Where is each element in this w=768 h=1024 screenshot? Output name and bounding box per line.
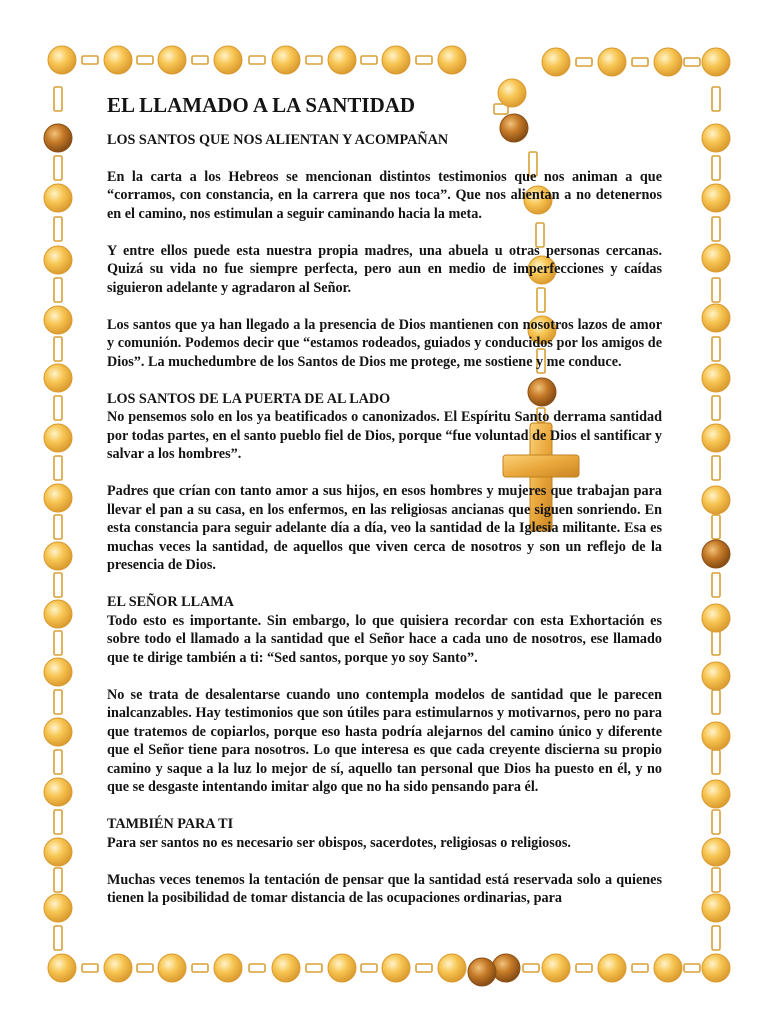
rosary-link <box>576 58 592 66</box>
paragraph: Los santos que ya han llegado a la presencia de Dios mantienen con nosotros lazos de amor y comunión. Podemos decir que “estamos rodeados, guiados y conducidos por los amigos de Dios”. La muchedumbre de los Santos de Dios me protege, me sostiene y me conduce. <box>107 316 662 370</box>
rosary-bead <box>702 838 730 866</box>
rosary-link <box>712 690 720 714</box>
rosary-link <box>523 964 539 972</box>
rosary-link <box>54 868 62 892</box>
rosary-link <box>54 337 62 361</box>
rosary-link <box>54 217 62 241</box>
rosary-bead <box>44 838 72 866</box>
rosary-bead <box>44 364 72 392</box>
rosary-bead <box>702 894 730 922</box>
rosary-link <box>192 964 208 972</box>
rosary-link <box>712 456 720 480</box>
rosary-bead <box>598 954 626 982</box>
rosary-link <box>416 56 432 64</box>
rosary-link <box>576 964 592 972</box>
rosary-link <box>54 515 62 539</box>
rosary-bead <box>702 780 730 808</box>
rosary-bead <box>654 48 682 76</box>
rosary-link <box>249 56 265 64</box>
rosary-bead <box>214 46 242 74</box>
rosary-link <box>712 278 720 302</box>
section-heading: LOS SANTOS QUE NOS ALIENTAN Y ACOMPAÑAN <box>107 132 449 148</box>
rosary-link <box>712 515 720 539</box>
rosary-link <box>712 926 720 950</box>
rosary-bead <box>702 722 730 750</box>
rosary-bead <box>328 46 356 74</box>
rosary-bead <box>702 424 730 452</box>
paragraph: Para ser santos no es necesario ser obispos, sacerdotes, religiosas o religiosos. <box>107 834 571 851</box>
rosary-bead <box>44 184 72 212</box>
rosary-link <box>632 58 648 66</box>
rosary-bead <box>468 958 496 986</box>
rosary-bead <box>44 424 72 452</box>
rosary-bead <box>272 46 300 74</box>
rosary-link <box>712 631 720 655</box>
rosary-bead <box>702 48 730 76</box>
rosary-link <box>54 573 62 597</box>
rosary-bead <box>48 954 76 982</box>
rosary-bead <box>702 954 730 982</box>
rosary-link <box>632 964 648 972</box>
rosary-link <box>54 156 62 180</box>
rosary-link <box>712 396 720 420</box>
rosary-bead <box>44 246 72 274</box>
paragraph: No se trata de desalentarse cuando uno contempla modelos de santidad que le parecen inalcanzables. Hay testimonios que son útiles para estimularnos y motivarnos, pero no para que tratemos de copiarlos, porque eso hasta podría alejarnos del camino único y diferente que el Señor tiene para nosotros. Lo que interesa es que cada creyente discierna su propio camino y saque a la luz lo mejor de sí, aquello tan personal que Dios ha puesto en él, y no que se desgaste intentando imitar algo que no ha sido pensando para él. <box>107 686 662 795</box>
paragraph: Y entre ellos puede esta nuestra propia madres, una abuela u otras personas cercanas. Quizá su vida no fue siempre perfecta, pero aun en medio de imperfecciones y caídas siguieron adelante y agradaron al Señor. <box>107 242 662 296</box>
section-heading: TAMBIÉN PARA TI <box>107 816 234 832</box>
rosary-link <box>712 217 720 241</box>
rosary-bead <box>44 718 72 746</box>
rosary-link <box>306 964 322 972</box>
rosary-link <box>82 56 98 64</box>
rosary-bead <box>702 304 730 332</box>
rosary-bead <box>104 46 132 74</box>
rosary-bead <box>702 124 730 152</box>
rosary-bead <box>438 46 466 74</box>
rosary-bead <box>44 306 72 334</box>
section-el-senor-llama <box>107 593 662 797</box>
rosary-link <box>712 573 720 597</box>
paragraph: En la carta a los Hebreos se mencionan distintos testimonios que nos animan a que “corramos, con constancia, en la carrera que nos toca”. Que nos alientan a no detenernos en el camino, nos estimulan a seguir caminando hacia la meta. <box>107 168 662 222</box>
rosary-bead <box>44 778 72 806</box>
rosary-link <box>54 456 62 480</box>
rosary-bead <box>702 244 730 272</box>
rosary-link <box>712 87 720 111</box>
rosary-link <box>684 964 700 972</box>
rosary-bead <box>382 954 410 982</box>
paragraph: Padres que crían con tanto amor a sus hijos, en esos hombres y mujeres que trabajan para llevar el pan a su casa, en los enfermos, en las religiosas ancianas que siguen sonriendo. En esta constancia para seguir adelante día a día, veo la santidad de la Iglesia militante. Esa es muchas veces la santidad, de aquellos que viven cerca de nosotros y son un reflejo de la presencia de Dios. <box>107 483 662 573</box>
rosary-link <box>306 56 322 64</box>
rosary-bead <box>44 124 72 152</box>
rosary-bead <box>702 662 730 690</box>
rosary-bead <box>702 184 730 212</box>
rosary-link <box>192 56 208 64</box>
rosary-link <box>361 56 377 64</box>
section-heading: LOS SANTOS DE LA PUERTA DE AL LADO <box>107 390 391 407</box>
rosary-bead <box>104 954 132 982</box>
section-santos-que-nos-alientan <box>107 131 662 371</box>
rosary-link <box>82 964 98 972</box>
rosary-link <box>54 750 62 774</box>
rosary-link <box>712 750 720 774</box>
rosary-bead <box>702 364 730 392</box>
rosary-bead <box>382 46 410 74</box>
document-title: EL LLAMADO A LA SANTIDAD <box>107 93 416 117</box>
paragraph: Muchas veces tenemos la tentación de pensar que la santidad está reservada solo a quienes tienen la posibilidad de tomar distancia de las ocupaciones ordinarias, para <box>107 871 662 906</box>
rosary-bead <box>158 954 186 982</box>
rosary-bead <box>44 484 72 512</box>
rosary-bead <box>272 954 300 982</box>
rosary-bead <box>542 48 570 76</box>
rosary-bead <box>654 954 682 982</box>
rosary-link <box>712 810 720 834</box>
rosary-bead <box>438 954 466 982</box>
section-puerta-de-al-lado <box>107 390 662 575</box>
rosary-link <box>54 87 62 111</box>
rosary-link <box>416 964 432 972</box>
document-body <box>107 92 662 926</box>
rosary-bead <box>702 486 730 514</box>
rosary-link <box>361 964 377 972</box>
rosary-bead <box>44 658 72 686</box>
rosary-link <box>54 926 62 950</box>
rosary-link <box>684 58 700 66</box>
rosary-bead <box>492 954 520 982</box>
rosary-link <box>54 690 62 714</box>
rosary-link <box>249 964 265 972</box>
rosary-bead <box>158 46 186 74</box>
rosary-bead <box>214 954 242 982</box>
rosary-link <box>54 810 62 834</box>
rosary-bead <box>598 48 626 76</box>
rosary-link <box>54 396 62 420</box>
rosary-bead <box>44 894 72 922</box>
paragraph: No pensemos solo en los ya beatificados o canonizados. El Espíritu Santo derrama santidad por todas partes, en el santo pueblo fiel de Dios, porque “fue voluntad de Dios el santificar y salvar a los hombres”. <box>107 409 662 462</box>
rosary-bead <box>702 540 730 568</box>
paragraph: Todo esto es importante. Sin embargo, lo que quisiera recordar con esta Exhortación es sobre todo el llamado a la santidad que el Señor hace a cada uno de nosotros, ese llamado que te dirige también a ti: “Sed santos, porque yo soy Santo”. <box>107 612 662 666</box>
rosary-bead <box>542 954 570 982</box>
rosary-link <box>137 964 153 972</box>
rosary-link <box>54 631 62 655</box>
rosary-bead <box>48 46 76 74</box>
rosary-link <box>712 156 720 180</box>
rosary-bead <box>702 604 730 632</box>
rosary-link <box>712 868 720 892</box>
rosary-bead <box>44 542 72 570</box>
section-heading: EL SEÑOR LLAMA <box>107 594 234 610</box>
rosary-bead <box>44 600 72 628</box>
rosary-link <box>137 56 153 64</box>
section-tambien-para-ti <box>107 815 662 908</box>
rosary-link <box>712 337 720 361</box>
rosary-bead <box>328 954 356 982</box>
rosary-link <box>54 278 62 302</box>
